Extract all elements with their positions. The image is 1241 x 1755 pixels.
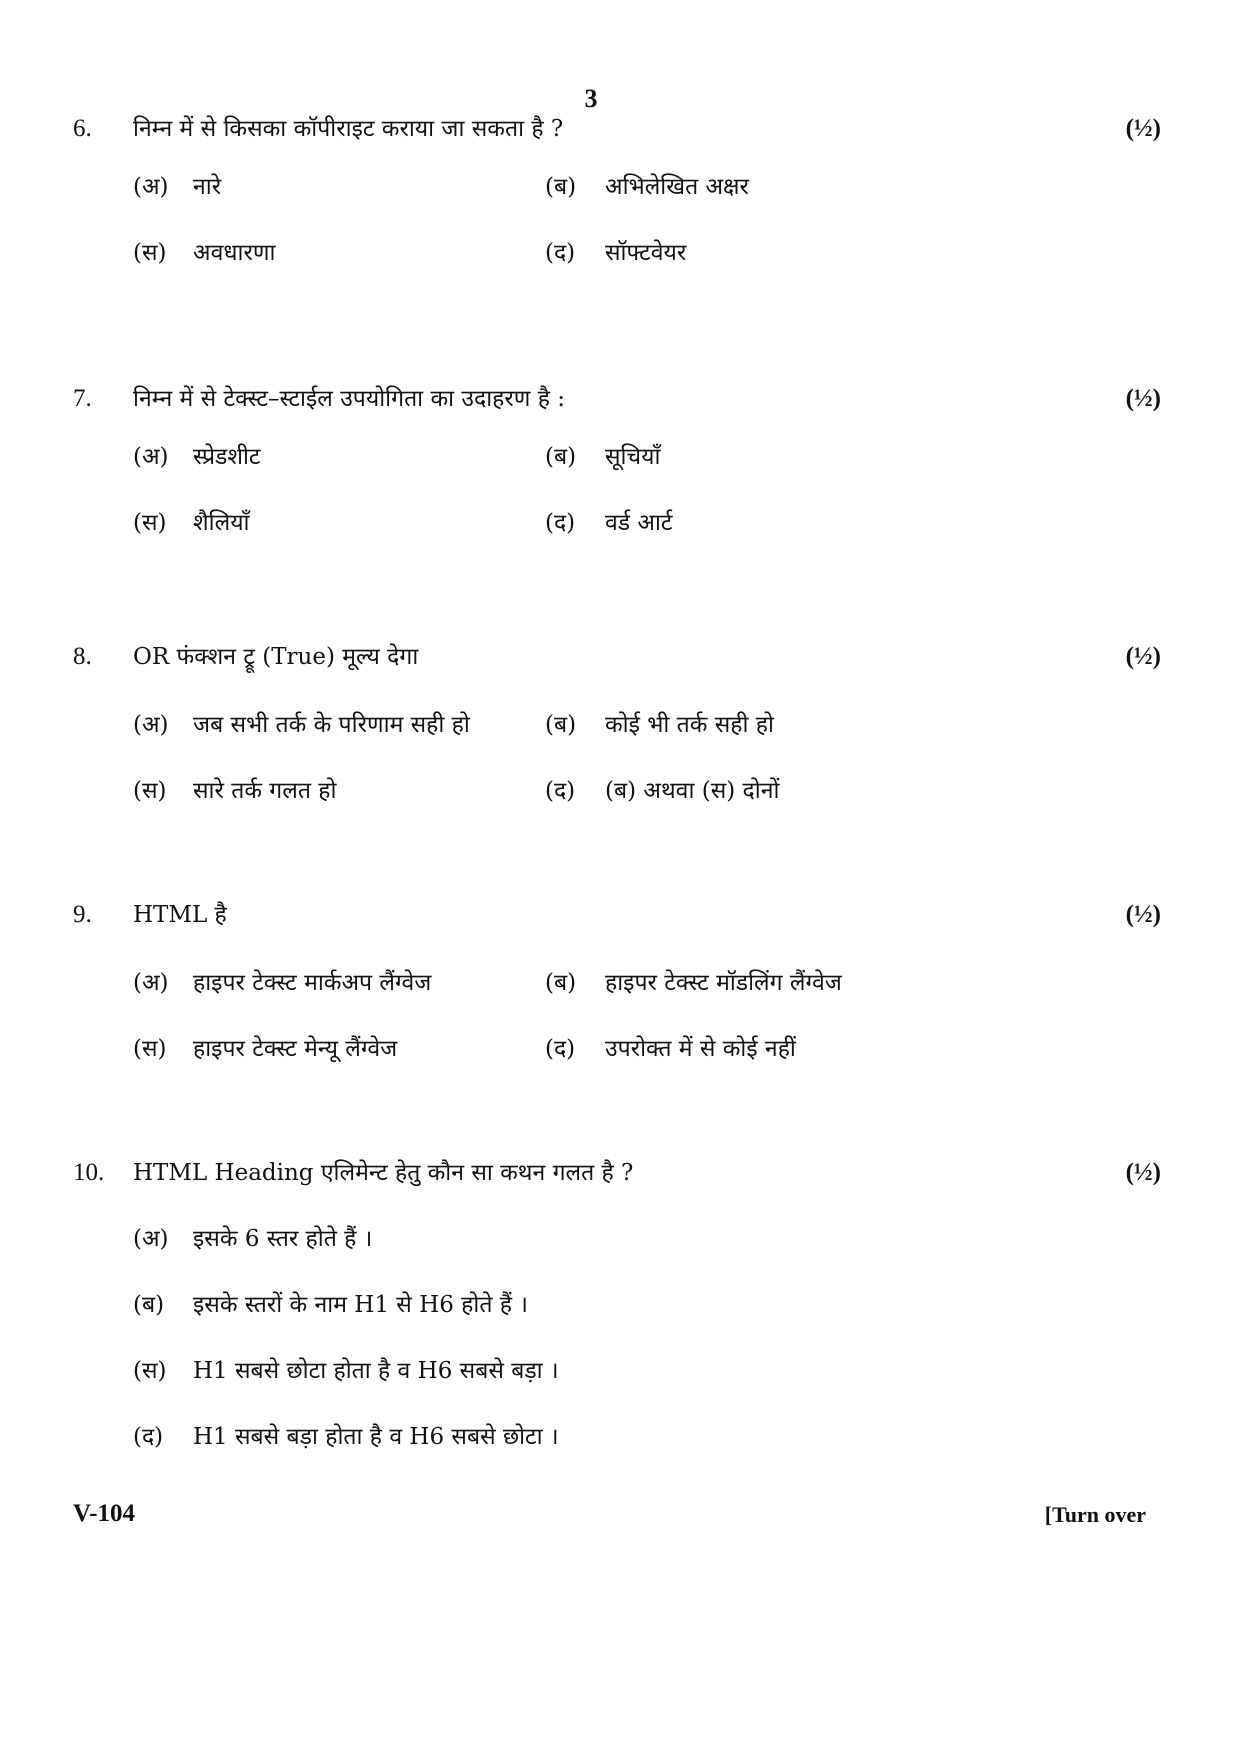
- option-text: शैलियाँ: [193, 510, 250, 536]
- question-line: [0, 640, 1241, 674]
- option-text: इसके स्तरों के नाम H1 से H6 होते हैं ।: [193, 1292, 529, 1318]
- question-text: HTML Heading एलिमेन्ट हेतु कौन सा कथन गलत है ?: [133, 1160, 634, 1186]
- option-text: वर्ड आर्ट: [605, 510, 673, 536]
- option-label: (स): [133, 1036, 167, 1062]
- option-text: सॉफ्टवेयर: [605, 240, 687, 266]
- option-d: [133, 1420, 559, 1454]
- option-label: (अ): [133, 444, 169, 470]
- option-label: (अ): [133, 1226, 169, 1252]
- option-text: अवधारणा: [193, 240, 276, 266]
- option-text: हाइपर टेक्स्ट मेन्यू लैंग्वेज: [193, 1036, 398, 1062]
- question-text: निम्न में से टेक्स्ट–स्टाईल उपयोगिता का उदाहरण है :: [133, 386, 565, 412]
- question-number: 8.: [73, 643, 92, 670]
- option-label: (ब): [133, 1292, 165, 1318]
- option-text: नारे: [193, 174, 222, 200]
- option-label: (अ): [133, 174, 169, 200]
- question-number: 6.: [73, 115, 92, 142]
- option-b: [545, 440, 660, 474]
- option-text: सूचियाँ: [605, 444, 661, 470]
- question-line: [0, 1156, 1241, 1190]
- option-label: (ब): [545, 444, 577, 470]
- option-c: [133, 1032, 397, 1066]
- question-text: निम्न में से किसका कॉपीराइट कराया जा सकता है ?: [133, 116, 564, 142]
- option-label: (स): [133, 778, 167, 804]
- question-marks: (½): [1125, 385, 1161, 412]
- option-label: (द): [133, 1424, 164, 1450]
- question-marks: (½): [1125, 643, 1161, 670]
- option-c: [133, 506, 250, 540]
- option-a: [133, 1222, 372, 1256]
- question-number: 7.: [73, 385, 92, 412]
- option-a: [133, 170, 221, 204]
- question-number: 9.: [73, 901, 92, 928]
- option-label: (अ): [133, 970, 169, 996]
- option-text: इसके 6 स्तर होते हैं ।: [193, 1226, 373, 1252]
- paper-code: V-104: [73, 1500, 136, 1527]
- option-text: सारे तर्क गलत हो: [193, 778, 337, 804]
- question-line: [0, 898, 1241, 932]
- option-text: उपरोक्त में से कोई नहीं: [605, 1036, 796, 1062]
- option-label: (स): [133, 1358, 167, 1384]
- option-c: [133, 774, 336, 808]
- option-text: स्प्रेडशीट: [193, 444, 261, 470]
- option-d: [545, 774, 779, 808]
- option-text: जब सभी तर्क के परिणाम सही हो: [193, 712, 470, 738]
- page-number: 3: [584, 84, 598, 113]
- option-a: [133, 966, 431, 1000]
- question-marks: (½): [1125, 115, 1161, 142]
- option-label: (स): [133, 510, 167, 536]
- question-marks: (½): [1125, 901, 1161, 928]
- option-text: (ब) अथवा (स) दोनों: [605, 778, 780, 804]
- option-b: [133, 1288, 528, 1322]
- question-text: OR फंक्शन ट्रू (True) मूल्य देगा: [133, 644, 419, 670]
- option-text: अभिलेखित अक्षर: [605, 174, 749, 200]
- option-b: [545, 708, 774, 742]
- option-c: [133, 236, 275, 270]
- option-c: [133, 1354, 559, 1388]
- option-b: [545, 170, 749, 204]
- option-label: (स): [133, 240, 167, 266]
- option-a: [133, 440, 261, 474]
- question-marks: (½): [1125, 1159, 1161, 1186]
- option-text: हाइपर टेक्स्ट मार्कअप लैंग्वेज: [193, 970, 432, 996]
- option-d: [545, 506, 673, 540]
- option-d: [545, 1032, 796, 1066]
- turn-over-note: [Turn over: [1044, 1502, 1146, 1527]
- question-line: [0, 112, 1241, 146]
- option-label: (अ): [133, 712, 169, 738]
- option-text: हाइपर टेक्स्ट मॉडलिंग लैंग्वेज: [605, 970, 842, 996]
- question-line: [0, 382, 1241, 416]
- option-label: (ब): [545, 712, 577, 738]
- option-text: H1 सबसे बड़ा होता है व H6 सबसे छोटा ।: [193, 1424, 559, 1450]
- option-label: (द): [545, 510, 576, 536]
- option-b: [545, 966, 842, 1000]
- option-text: H1 सबसे छोटा होता है व H6 सबसे बड़ा ।: [193, 1358, 559, 1384]
- option-label: (ब): [545, 970, 577, 996]
- option-a: [133, 708, 470, 742]
- option-label: (ब): [545, 174, 577, 200]
- option-label: (द): [545, 240, 576, 266]
- option-text: कोई भी तर्क सही हो: [605, 712, 774, 738]
- option-label: (द): [545, 778, 576, 804]
- option-d: [545, 236, 686, 270]
- question-text: HTML है: [133, 902, 227, 928]
- option-label: (द): [545, 1036, 576, 1062]
- question-number: 10.: [73, 1159, 105, 1186]
